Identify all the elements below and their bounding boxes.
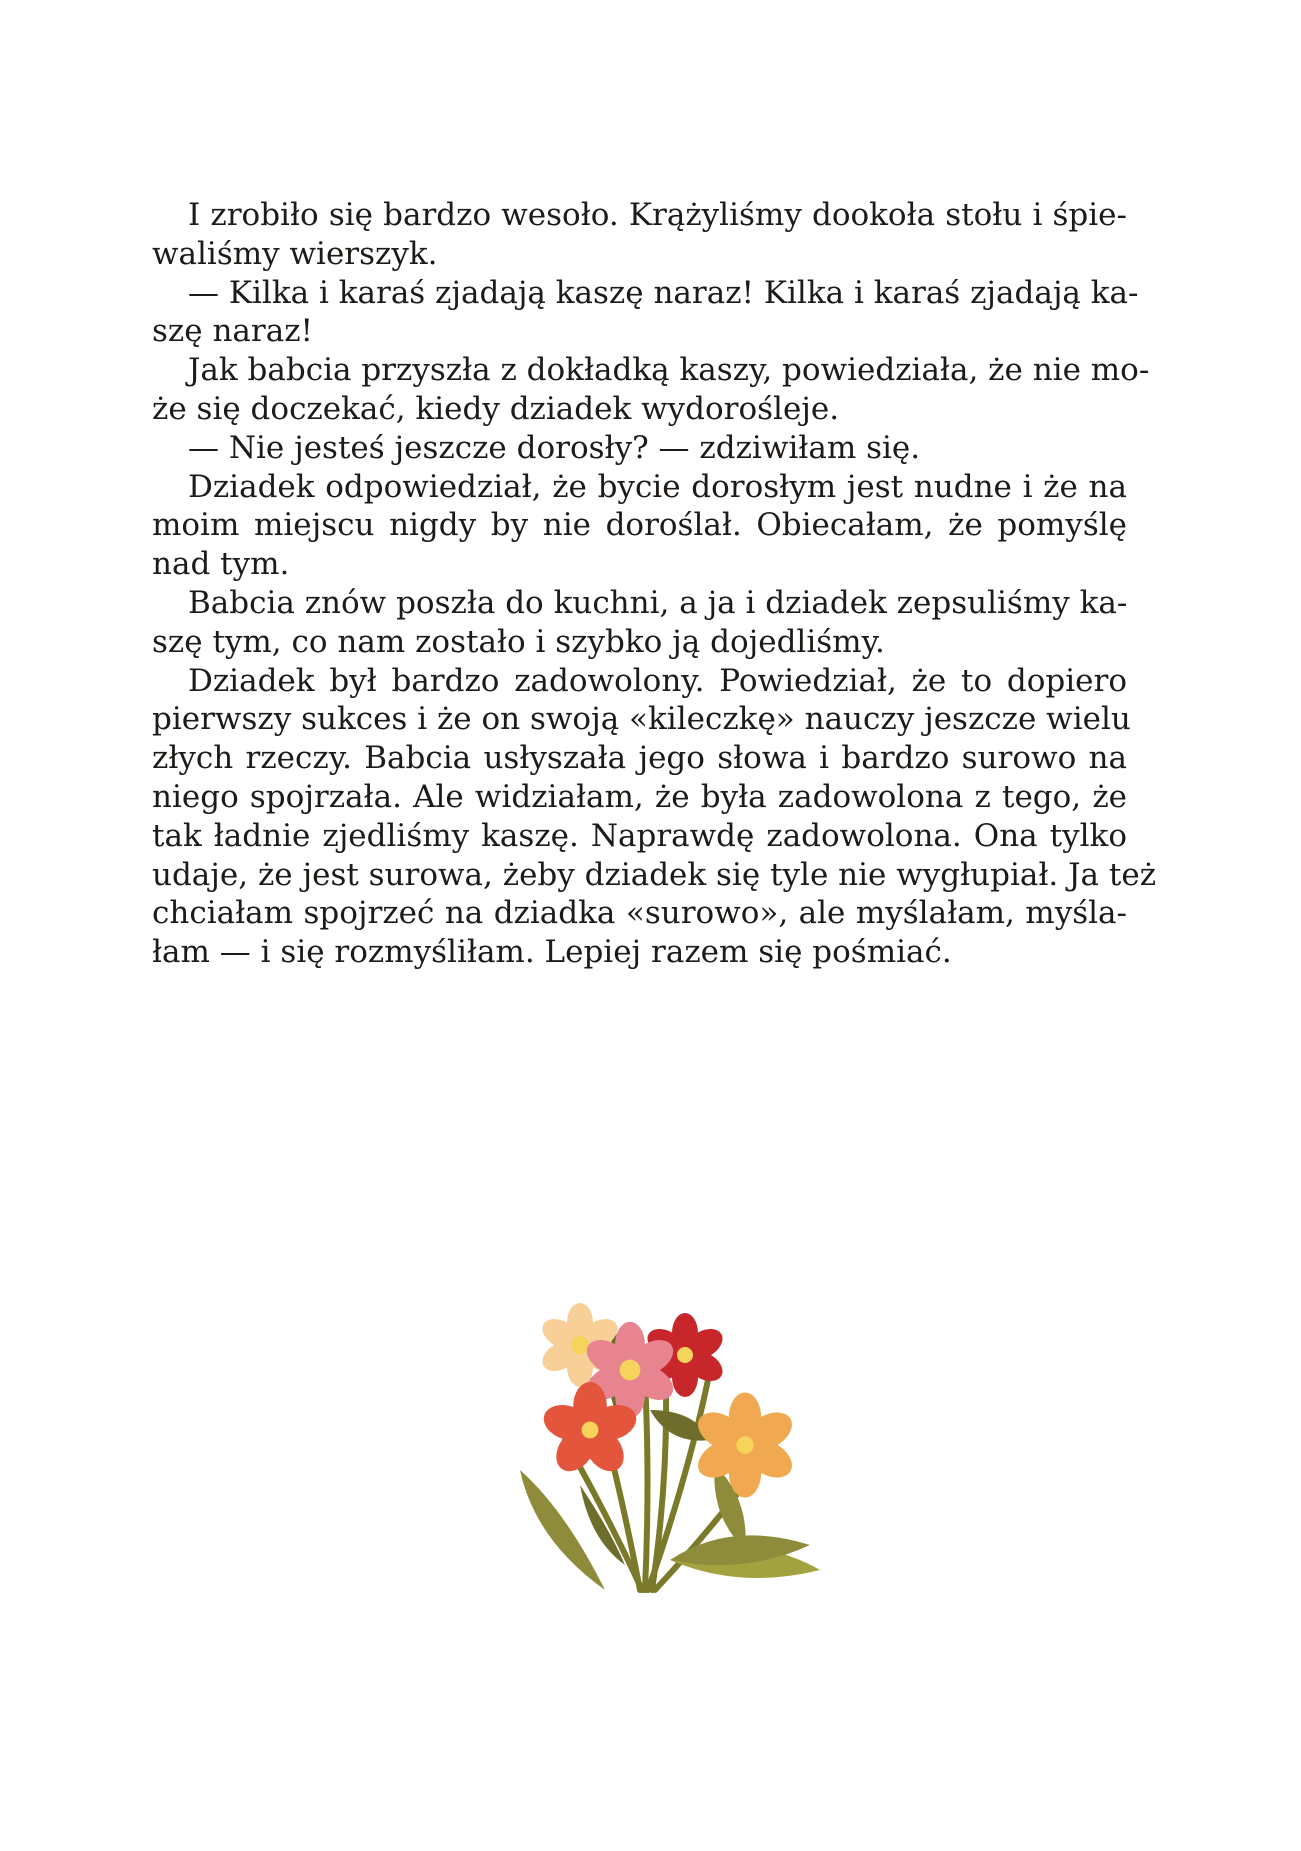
- text-line: szę tym, co nam zostało i szybko ją dojedliśmy.: [152, 623, 885, 660]
- text-line: łam — i się rozmyśliłam. Lepiej razem się pośmiać.: [152, 934, 952, 971]
- text-line: szę naraz!: [152, 313, 313, 350]
- text-line: I zrobiło się bardzo wesoło. Krążyliśmy dookoła stołu i śpie-: [188, 197, 1127, 233]
- text-line: Dziadek odpowiedział, że bycie dorosłym jest nudne i że na: [188, 468, 1127, 505]
- text-line: pierwszy sukces i że on swoją «kileczkę» nauczy jeszcze wielu: [152, 701, 1131, 738]
- text-line: niego spojrzała. Ale widziałam, że była zadowolona z tego, że: [152, 778, 1127, 815]
- story-text: [152, 196, 1157, 972]
- text-line: że się doczekać, kiedy dziadek wydoroślеje.: [152, 390, 840, 427]
- text-line: udaje, że jest surowa, żeby dziadek się tyle nie wygłupiał. Ja też: [152, 856, 1157, 893]
- text-line: chciałam spojrzeć na dziadka «surowo», ale myślałam, myśla-: [152, 895, 1127, 932]
- text-line: tak ładnie zjedliśmy kaszę. Naprawdę zadowolona. Ona tylko: [152, 817, 1127, 854]
- text-line: Dziadek był bardzo zadowolony. Powiedział, że to dopiero: [188, 662, 1127, 699]
- text-line: — Kilka i karaś zjadają kaszę naraz! Kilka i karaś zjadają ka-: [188, 274, 1139, 311]
- text-line: — Nie jesteś jeszcze dorosły? — zdziwiłam się.: [188, 429, 921, 466]
- text-line: złych rzeczy. Babcia usłyszała jego słowa i bardzo surowo na: [152, 740, 1127, 777]
- flower-bouquet-icon: [520, 1290, 860, 1620]
- text-line: waliśmy wierszyk.: [152, 235, 438, 272]
- text-line: Babcia znów poszła do kuchni, a ja i dziadek zepsuliśmy ka-: [188, 584, 1128, 621]
- text-line: nad tym.: [152, 546, 290, 583]
- text-line: Jak babcia przyszła z dokładką kaszy, powiedziała, że nie mo-: [188, 352, 1150, 389]
- flower-orange: [691, 1393, 798, 1498]
- text-line: moim miejscu nigdy by nie doroślał. Obiecałam, że pomyślę: [152, 507, 1127, 544]
